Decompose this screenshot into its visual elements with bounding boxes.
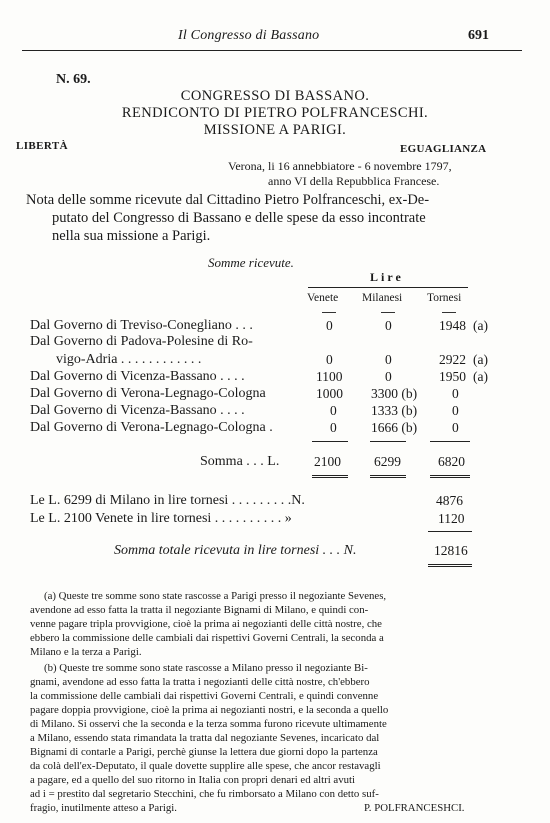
currency-group-header: Lire [370,270,404,284]
footnote-line: (b) Queste tre somme sono state rascosse a Milano presso il negoziante Bi- [44,662,368,674]
column-dash [322,312,336,313]
intro-line-1: Nota delle somme ricevute dal Cittadino Pietro Polfranceschi, ex-De- [26,192,430,208]
table-cell-venete: 0 [326,318,333,333]
page-number: 691 [468,28,489,43]
title-line-1: CONGRESSO DI BASSANO. [180,88,370,104]
motto-left: LIBERTÀ [16,140,68,152]
table-cell-tornesi: 0 [452,420,459,435]
dateline-2: anno VI della Repubblica Francese. [268,174,440,188]
column-dash [442,312,456,313]
footnote-line: Bignami di contarle a Parigi, perchè giunse la lettera due giorni dopo la partenza [30,746,378,758]
table-cell-milanesi: 3300 (b) [371,386,418,401]
conversion-label: Le L. 6299 di Milano in lire tornesi . . . . . . . . .N. [30,493,305,508]
table-cell-venete: 1100 [316,369,343,384]
total-double-rule [312,475,348,478]
column-header-venete: Venete [307,292,339,304]
table-row-label: Dal Governo di Vicenza-Bassano . . . . [30,403,245,418]
table-cell-note: (a) [473,318,488,333]
table-row-label: vigo-Adria . . . . . . . . . . . . [56,352,202,367]
table-cell-tornesi: 1948 [439,318,466,333]
table-cell-tornesi: 0 [452,403,459,418]
table-cell-note: (a) [473,352,488,367]
table-cell-milanesi: 0 [385,369,392,384]
sum-rule [370,441,406,442]
total-double-rule [430,475,470,478]
conversion-value: 4876 [436,493,463,508]
total-tornesi: 6820 [438,454,465,469]
table-cell-venete: 0 [330,420,337,435]
footnote-line: ebbero la commissione delle cambiali dai rispettivi Governi Centrali, la seconda a [30,632,384,644]
footnote-line: fragio, inutilmente atteso a Parigi. [30,802,177,814]
footnote-line: venne pagare tripla provvigione, cioè la prima ai negozianti delle città nostre, che [30,618,382,630]
grand-total-value: 12816 [434,543,468,558]
table-caption: Somme ricevute. [208,255,294,270]
footnote-line: ad i = prestito dal segretario Stecchini, che fu rimborsato a Milano con detto suf- [30,788,379,800]
table-cell-milanesi: 1333 (b) [371,403,418,418]
table-cell-milanesi: 0 [385,352,392,367]
footnote-line: pagare doppia provvigione, cioè la prima ai negozianti nostri, e la seconda a quello [30,704,389,716]
intro-line-3: nella sua missione a Parigi. [52,228,211,244]
total-label: Somma . . . L. [200,454,280,469]
column-header-tornesi: Tornesi [427,292,462,304]
title-line-3: MISSIONE A PARIGI. [203,122,347,138]
total-milanesi: 6299 [374,454,401,469]
footnote-line: da colà dell'ex-Deputato, il quale dovette supplire alle spese, che ancor restavagli [30,760,381,772]
intro-line-2: putato del Congresso di Bassano e delle spese da esso incontrate [52,210,426,226]
table-cell-tornesi: 2922 [439,352,466,367]
grand-total-label: Somma totale ricevuta in lire tornesi . . . N. [114,543,357,558]
grand-total-double-rule [428,564,472,567]
table-row-label: Dal Governo di Vicenza-Bassano . . . . [30,369,245,384]
conversion-value: 1120 [438,511,465,526]
footnote-line: (a) Queste tre somme sono state rascosse a Parigi presso il negoziante Sevenes, [44,590,387,602]
table-cell-venete: 1000 [316,386,343,401]
table-row-label: Dal Governo di Verona-Legnago-Cologna [30,386,266,401]
footnote-line: di Milano. Si osservi che la seconda e la terza somma furono ricevute ultimamente [30,718,387,730]
table-cell-tornesi: 1950 [439,369,466,384]
header-rule [22,50,522,51]
table-cell-venete: 0 [330,403,337,418]
document-number: N. 69. [56,72,91,87]
footnote-line: avendone ad esso fatta la tratta il negoziante Bignami di Milano, e quindi con- [30,604,369,616]
table-cell-tornesi: 0 [452,386,459,401]
table-row-label: Dal Governo di Padova-Polesine di Ro- [30,334,253,349]
column-dash [381,312,395,313]
dateline-1: Verona, li 16 annebbiatore - 6 novembre 1797, [228,159,452,173]
sum-rule [312,441,348,442]
table-cell-note: (a) [473,369,488,384]
footnote-line: gnami, avendone ad esso fatta la tratta i negozianti delle città nostre, ch'ebbero [30,676,370,688]
table-row-label: Dal Governo di Verona-Legnago-Cologna . [30,420,273,435]
total-venete: 2100 [314,454,341,469]
total-double-rule [370,475,406,478]
table-cell-venete: 0 [326,352,333,367]
sum-rule [430,441,470,442]
conversion-label: Le L. 2100 Venete in lire tornesi . . . . . . . . . . » [30,511,292,526]
title-line-2: RENDICONTO DI PIETRO POLFRANCESCHI. [121,105,429,121]
footnote-line: a Milano, essendo stata rimandata la tratta dal negoziante Sevenes, incaricato dal [30,732,380,744]
footnote-line: Milano e la terza a Parigi. [30,646,142,658]
table-cell-milanesi: 1666 (b) [371,420,418,435]
column-header-milanesi: Milanesi [362,292,403,304]
footnote-line: la commissione delle cambiali dai rispettivi Governi Centrali, e quindi convenne [30,690,379,702]
grand-sum-rule [428,531,472,532]
table-cell-milanesi: 0 [385,318,392,333]
group-header-rule [308,287,468,288]
signature: P. POLFRANCESHCI. [364,802,465,814]
table-row-label: Dal Governo di Treviso-Conegliano . . . [30,318,253,333]
motto-right: EGUAGLIANZA [400,143,487,155]
footnote-line: a pagare, ed a quello del suo ritorno in Italia con propri denari ed altri avuti [30,774,355,786]
running-title: Il Congresso di Bassano [178,28,320,43]
